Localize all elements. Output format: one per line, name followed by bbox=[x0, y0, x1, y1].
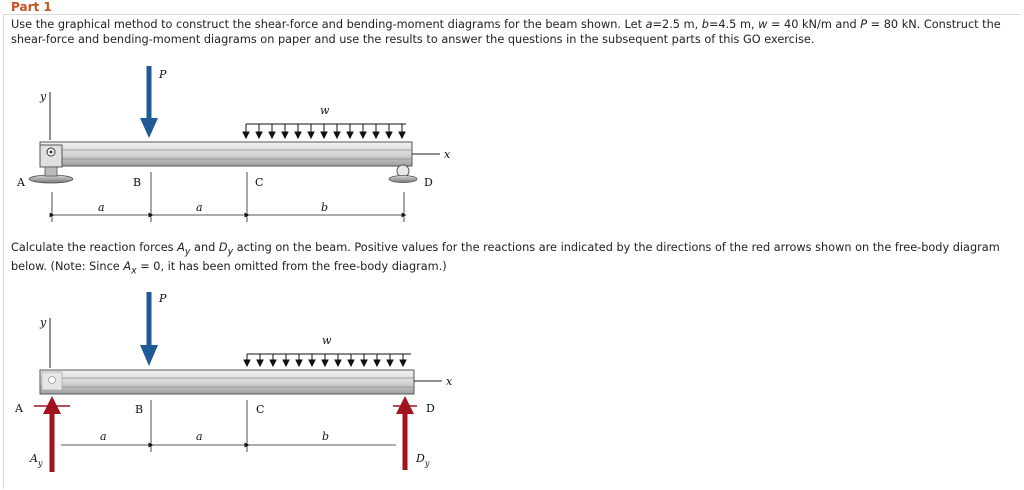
dim-a-label-1a: a bbox=[98, 201, 105, 214]
y-axis-label-1: y bbox=[40, 90, 47, 103]
point-B-label-1: B bbox=[133, 176, 142, 189]
load-w-label-2: w bbox=[322, 334, 332, 347]
distributed-load-w-2 bbox=[244, 354, 411, 366]
dim-b-label-2: b bbox=[322, 430, 330, 443]
figure-1-beam-diagram bbox=[16, 66, 451, 222]
beam-1 bbox=[40, 142, 412, 166]
point-C-label-2: C bbox=[256, 403, 265, 416]
reaction-arrow-Dy bbox=[393, 396, 417, 470]
figure-2-free-body-diagram bbox=[14, 292, 453, 472]
load-w-label-1: w bbox=[320, 104, 330, 117]
point-A-label-1: A bbox=[17, 176, 25, 189]
x-axis-label-2: x bbox=[446, 375, 453, 388]
point-D-label-1: D bbox=[424, 176, 433, 189]
y-axis-label-2: y bbox=[40, 316, 47, 329]
point-C-label-1: C bbox=[255, 176, 264, 189]
load-P-label-2: P bbox=[159, 292, 167, 305]
dim-a-label-1b: a bbox=[196, 201, 203, 214]
point-D-label-2: D bbox=[426, 402, 435, 415]
point-A-label-2: A bbox=[15, 402, 23, 415]
reaction-Dy-label: $D_y$ bbox=[416, 452, 430, 468]
dim-b-label-1: b bbox=[321, 201, 329, 214]
point-load-P-2 bbox=[140, 292, 158, 366]
roller-support-D-1 bbox=[389, 165, 417, 183]
reaction-Ay-label: $A_y$ bbox=[30, 452, 43, 468]
dim-a-label-2b: a bbox=[196, 430, 203, 443]
point-load-P-1 bbox=[140, 66, 158, 138]
problem-statement: Use the graphical method to construct the shear-force and bending-moment diagrams for the beam shown. Let a=2.5 m, b=4.5 m, w = 40 kN/m and P = 80 kN. Construct the shear-force and bending-moment diagrams on paper and use the results to answer the questions in the subsequent parts of this GO exercise. bbox=[11, 18, 1001, 46]
dimensions-1 bbox=[52, 192, 404, 222]
part-title: Part 1 bbox=[11, 0, 52, 14]
distributed-load-w-1 bbox=[243, 124, 406, 138]
dim-a-label-2a: a bbox=[100, 430, 107, 443]
point-B-label-2: B bbox=[135, 403, 144, 416]
beam-2 bbox=[40, 370, 414, 394]
load-P-label-1: P bbox=[159, 68, 167, 81]
x-axis-label-1: x bbox=[444, 148, 451, 161]
reaction-question: Calculate the reaction forces $A_y$ and $D_y$ acting on the beam. Positive values for the reactions are indicated by the directions of the red arrows shown on the free-body diagram below. (Note: Since $A_x = 0$, it has been omitted from the free-body diagram.) bbox=[11, 241, 1000, 277]
